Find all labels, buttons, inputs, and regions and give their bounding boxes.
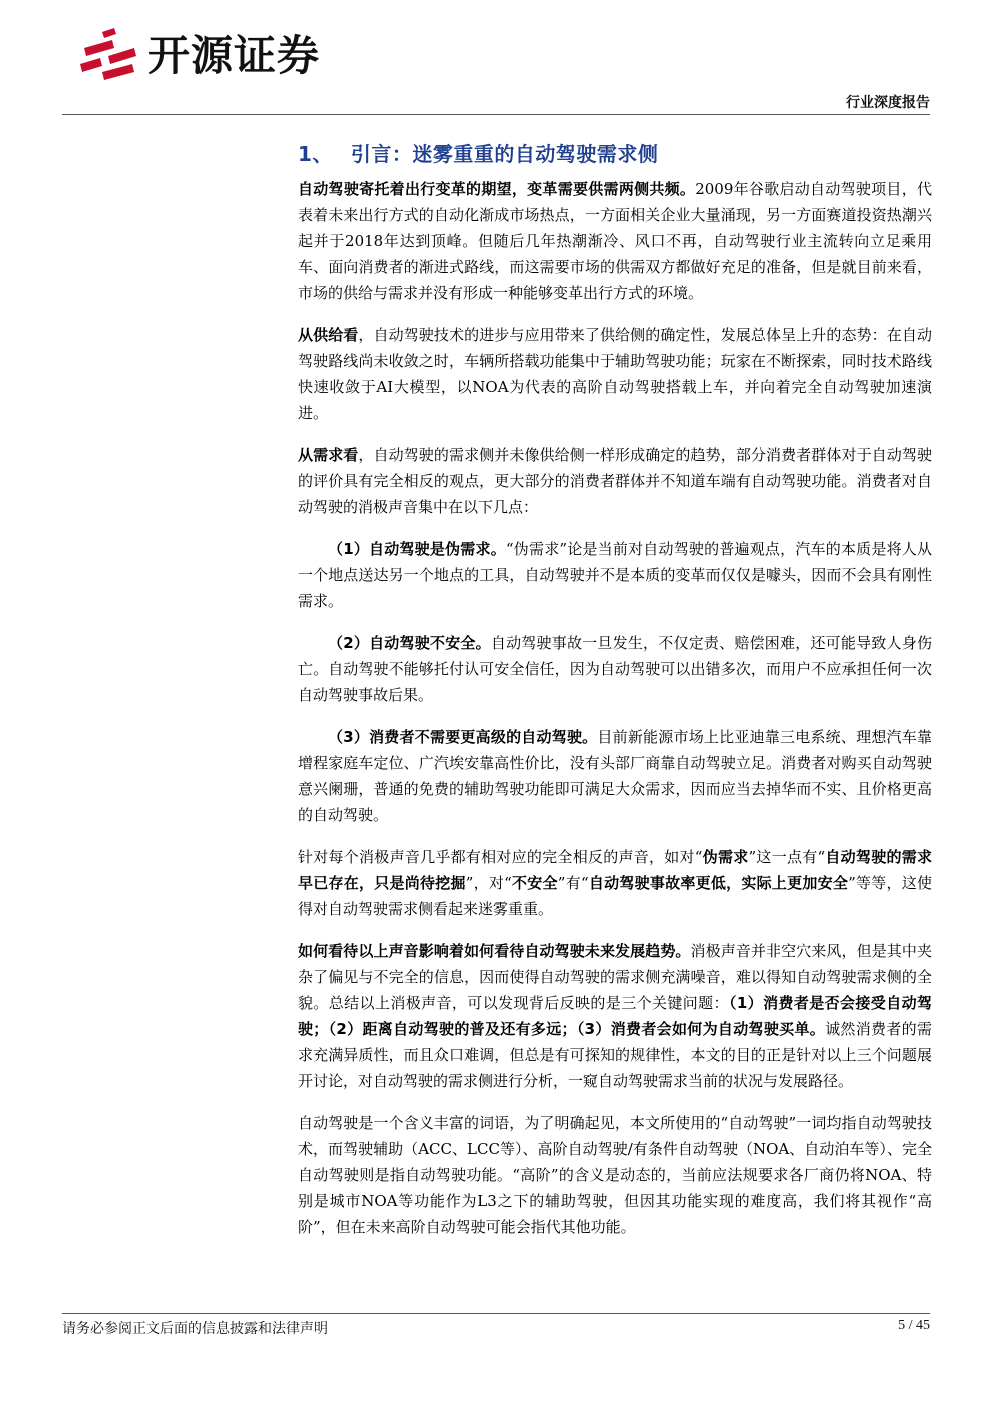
paragraph (298, 844, 932, 922)
text-run: “伪需求”论是当前对自动驾驶的普遍观点，汽车的本质是将人从一个地点送达另一个地点的工具，自动驾驶并不是本质的变革而仅仅是噱头，因而不会具有刚性需求。 (298, 540, 932, 610)
bold-run: 自动驾驶寄托着出行变革的期望，变革需要供需两侧共频。 (298, 180, 696, 198)
bold-run: （1）自动驾驶是伪需求。 (328, 540, 506, 558)
bold-run: （1）消费者是否会接受自动驾驶；（2）距离自动驾驶的普及还有多远；（3）消费者会如何为自动驾驶买单。 (298, 994, 932, 1038)
paragraph (298, 442, 932, 520)
page-number: 5 / 45 (898, 1318, 930, 1333)
section-title: 引言：迷雾重重的自动驾驶需求侧 (350, 142, 659, 166)
paragraph (298, 536, 932, 614)
bold-run: 伪需求 (702, 848, 749, 866)
text-run: 目前新能源市场上比亚迪靠三电系统、理想汽车靠增程家庭车定位、广汽埃安靠高性价比，没有头部厂商靠自动驾驶立足。消费者对购买自动驾驶意兴阑珊，普通的免费的辅助驾驶功能即可满足大众需求，因而应当去掉华而不实、且价格更高的自动驾驶。 (298, 728, 932, 824)
text-run: ”这一点有“ (748, 848, 826, 866)
text-run: ，自动驾驶的需求侧并未像供给侧一样形成确定的趋势，部分消费者群体对于自动驾驶的评价具有完全相反的观点，更大部分的消费者群体并不知道车端有自动驾驶功能。消费者对自动驾驶的消极声音集中在以下几点： (298, 446, 932, 516)
section-heading (298, 138, 658, 167)
footer-divider (62, 1313, 930, 1314)
brand-name: 开源证券 (148, 31, 321, 80)
article-body (298, 176, 932, 1256)
text-run: 2009年谷歌启动自动驾驶项目，代表着未来出行方式的自动化渐成市场热点，一方面相关企业大量涌现，另一方面赛道投资热潮兴起并于2018年达到顶峰。但随后几年热潮渐冷、风口不再，自动驾驶行业主流转向立足乘用车、面向消费者的渐进式路线，而这需要市场的供需双方都做好充足的准备，但是就目前来看，市场的供给与需求并没有形成一种能够变革出行方式的环境。 (298, 180, 932, 302)
brand-logo (78, 24, 378, 90)
section-number: 1、 (298, 142, 333, 166)
bold-run: 不安全 (511, 874, 558, 892)
paragraph (298, 176, 932, 306)
paragraph (298, 724, 932, 828)
text-run: 自动驾驶事故一旦发生，不仅定责、赔偿困难，还可能导致人身伤亡。自动驾驶不能够托付认可安全信任，因为自动驾驶可以出错多次，而用户不应承担任何一次自动驾驶事故后果。 (298, 634, 932, 704)
bold-run: 自动驾驶事故率更低，实际上更加安全 (588, 874, 849, 892)
paragraph (298, 630, 932, 708)
paragraph (298, 1110, 932, 1240)
bold-run: 如何看待以上声音影响着如何看待自动驾驶未来发展趋势。 (298, 942, 691, 960)
bold-run: 从供给看 (298, 326, 359, 344)
text-run: ，自动驾驶技术的进步与应用带来了供给侧的确定性，发展总体呈上升的态势：在自动驾驶路线尚未收敛之时，车辆所搭载功能集中于辅助驾驶功能；玩家在不断探索，同时技术路线快速收敛于AI大模型，以NOA为代表的高阶自动驾驶搭载上车，并向着完全自动驾驶加速演进。 (298, 326, 932, 422)
paragraph (298, 322, 932, 426)
text-run: 诚然消费者的需求充满异质性，而且众口难调，但总是有可探知的规律性，本文的目的正是针对以上三个问题展开讨论，对自动驾驶的需求侧进行分析，一窥自动驾驶需求当前的状况与发展路径。 (298, 1020, 932, 1090)
text-run: ”等等，这使得对自动驾驶需求侧看起来迷雾重重。 (298, 874, 932, 918)
footer-disclaimer: 请务必参阅正文后面的信息披露和法律声明 (62, 1321, 328, 1337)
header-divider (62, 114, 930, 115)
bold-run: （2）自动驾驶不安全。 (328, 634, 491, 652)
text-run: 自动驾驶是一个含义丰富的词语，为了明确起见，本文所使用的“自动驾驶”一词均指自动驾驶技术，而驾驶辅助（ACC、LCC等）、高阶自动驾驶/有条件自动驾驶（NOA、自动泊车等）、完全自动驾驶则是指自动驾驶功能。“高阶”的含义是动态的，当前应法规要求各厂商仍将NOA、特别是城市NOA等功能作为L3之下的辅助驾驶，但因其功能实现的难度高，我们将其视作“高阶”，但在未来高阶自动驾驶可能会指代其他功能。 (298, 1114, 932, 1236)
text-run: 消极声音并非空穴来风，但是其中夹杂了偏见与不完全的信息，因而使得自动驾驶的需求侧充满噪音，难以得知自动驾驶需求侧的全貌。总结以上消极声音，可以发现背后反映的是三个关键问题： (298, 942, 932, 1012)
text-run: ”有“ (557, 874, 589, 892)
bold-run: 从需求看 (298, 446, 359, 464)
paragraph (298, 938, 932, 1094)
bold-run: （3）消费者不需要更高级的自动驾驶。 (328, 728, 598, 746)
brand-mark-icon (78, 28, 142, 84)
text-run: ”，对“ (465, 874, 512, 892)
bold-run: 自动驾驶的需求早已存在，只是尚待挖掘 (298, 848, 932, 892)
report-type-label: 行业深度报告 (846, 95, 930, 111)
text-run: 针对每个消极声音几乎都有相对应的完全相反的声音，如对“ (298, 848, 703, 866)
